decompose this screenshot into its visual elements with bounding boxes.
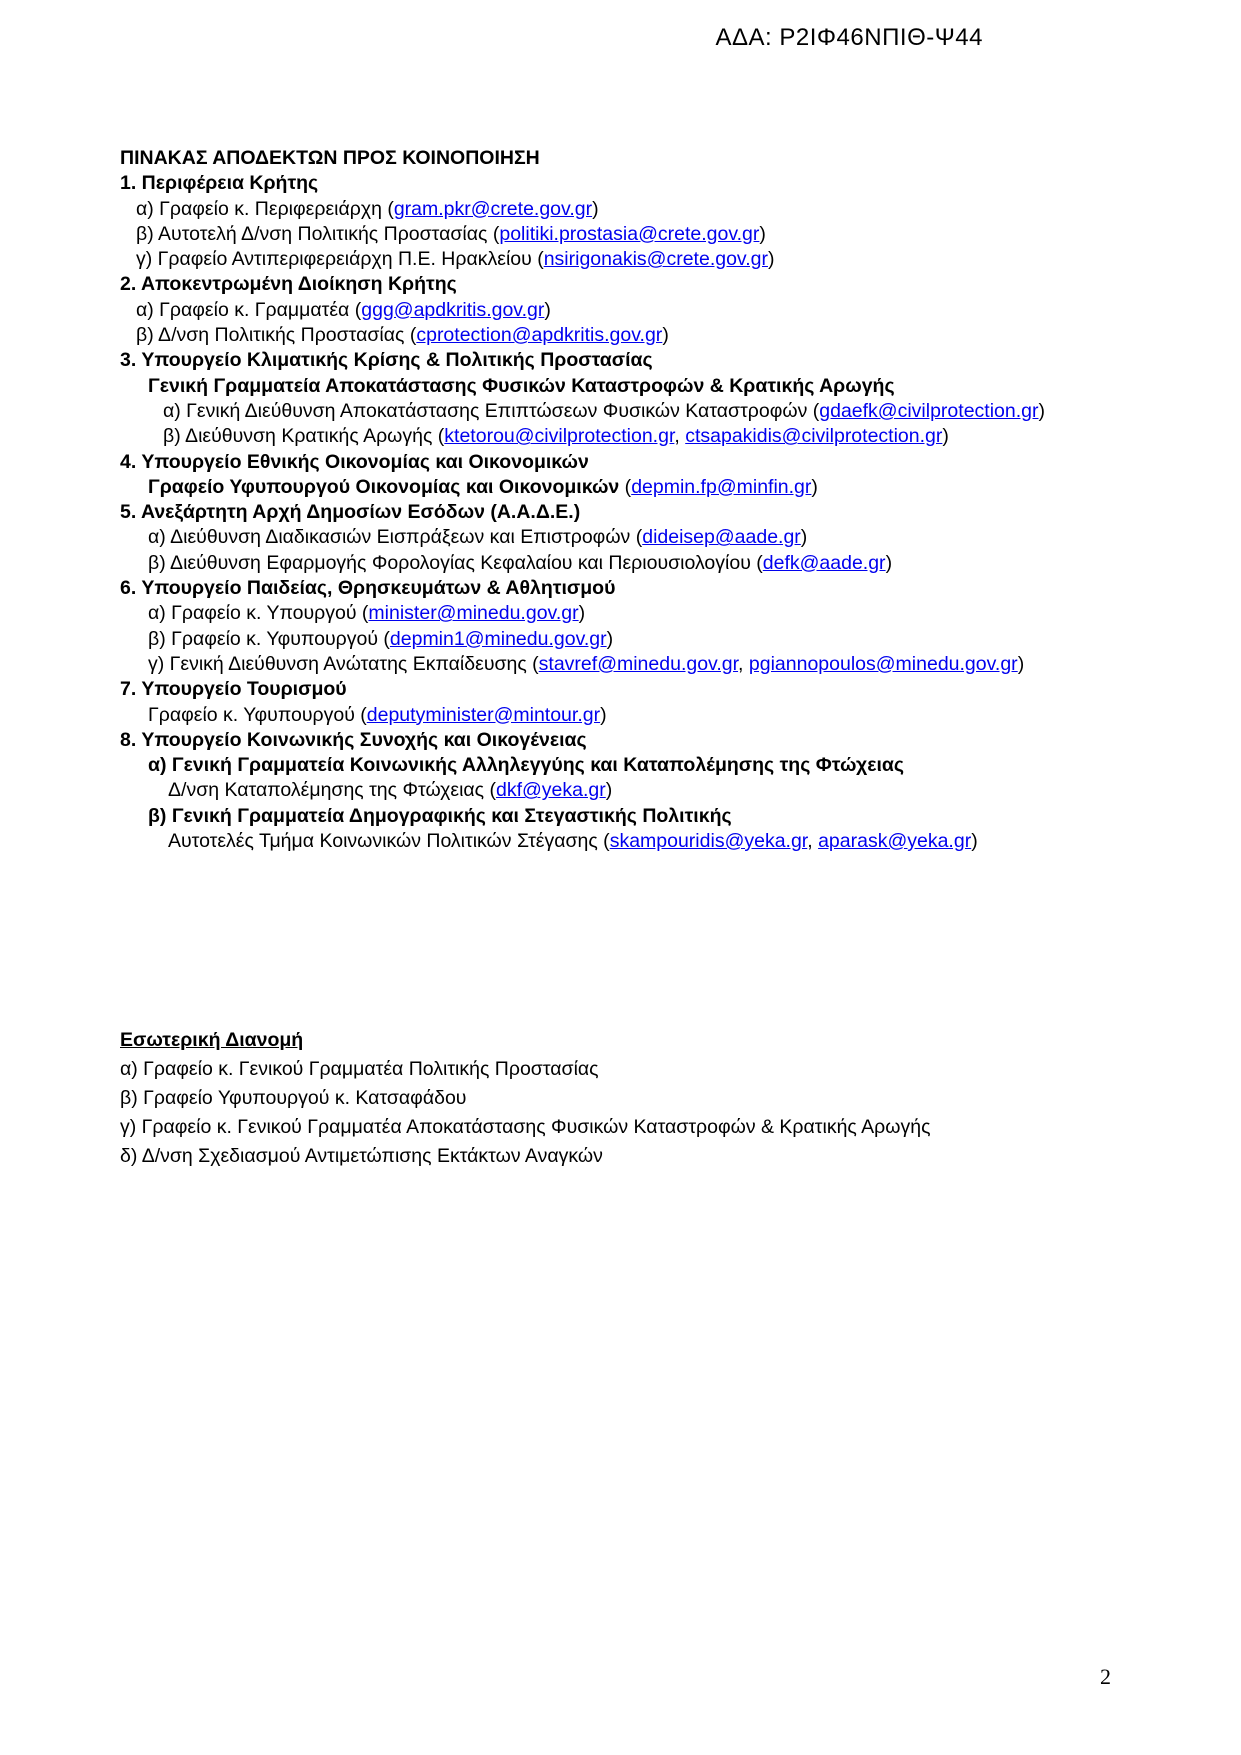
line-text: 6. Υπουργείο Παιδείας, Θρησκευμάτων & Αθλητισμού <box>120 577 616 600</box>
line-text: 2. Αποκεντρωμένη Διοίκηση Κρήτης <box>120 273 457 296</box>
distribution-line <box>120 424 1150 449</box>
line-text: 1. Περιφέρεια Κρήτης <box>120 172 319 195</box>
ada-code: ΑΔΑ: Ρ2ΙΦ46ΝΠΙΘ-Ψ44 <box>715 24 983 51</box>
distribution-line <box>120 450 1150 475</box>
line-text: ) <box>600 703 607 726</box>
line-text: Γενική Γραμματεία Αποκατάστασης Φυσικών Καταστροφών & Κρατικής Αρωγής <box>148 374 895 397</box>
distribution-line <box>120 829 1150 854</box>
distribution-line <box>120 374 1150 399</box>
line-text: β) Γραφείο Υφυπουργού κ. Κατσαφάδου <box>120 1087 467 1109</box>
line-text: ) <box>942 425 949 448</box>
email-link[interactable]: deputyminister@mintour.gr <box>366 703 601 726</box>
line-text: ) <box>885 551 893 574</box>
email-link[interactable]: dideisep@aade.gr <box>642 526 801 549</box>
email-link[interactable]: aparask@yeka.gr <box>818 830 972 853</box>
distribution-line <box>120 1142 1150 1171</box>
line-text: β) Διεύθυνση Κρατικής Αρωγής ( <box>163 425 445 448</box>
line-text: α) Γραφείο κ. Γραμματέα ( <box>136 298 362 321</box>
distribution-line <box>120 627 1150 652</box>
line-text: β) Διεύθυνση Εφαρμογής Φορολογίας Κεφαλαίου και Περιουσιολογίου ( <box>148 551 763 574</box>
distribution-line <box>120 703 1150 728</box>
distribution-line <box>120 753 1150 778</box>
line-text: β) Αυτοτελή Δ/νση Πολιτικής Προστασίας ( <box>136 222 500 245</box>
line-text: α) Γραφείο κ. Υπουργού ( <box>148 602 369 625</box>
email-link[interactable]: ctsapakidis@civilprotection.gr <box>685 425 943 448</box>
distribution-line <box>120 677 1150 702</box>
line-text: ) <box>606 627 614 650</box>
distribution-line <box>120 778 1150 803</box>
line-text: α) Γραφείο κ. Περιφερειάρχη ( <box>136 197 394 220</box>
line-text: γ) Γραφείο κ. Γενικού Γραμματέα Αποκατάστασης Φυσικών Καταστροφών & Κρατικής Αρωγής <box>120 1116 931 1138</box>
line-text: ) <box>1017 652 1025 675</box>
line-text: ) <box>767 248 775 271</box>
internal-distribution-title: Εσωτερική Διανομή <box>120 1029 304 1051</box>
email-link[interactable]: gram.pkr@crete.gov.gr <box>393 197 593 220</box>
line-text: ) <box>578 602 586 625</box>
line-text: γ) Γραφείο Αντιπεριφερειάρχη Π.Ε. Ηρακλείου ( <box>136 248 544 271</box>
email-link[interactable]: stavref@minedu.gov.gr <box>538 652 739 675</box>
distribution-lines <box>120 171 1150 854</box>
email-link[interactable]: defk@aade.gr <box>762 551 886 574</box>
distribution-line <box>120 298 1150 323</box>
line-text: ) <box>971 830 978 853</box>
page-number: 2 <box>1100 1664 1111 1689</box>
line-text: , <box>807 830 819 853</box>
distribution-line <box>120 399 1150 424</box>
distribution-line <box>120 601 1150 626</box>
line-text: ) <box>1038 399 1045 422</box>
distribution-line <box>120 500 1150 525</box>
line-text: ) <box>800 526 808 549</box>
distribution-line <box>120 475 1150 500</box>
line-text: 8. Υπουργείο Κοινωνικής Συνοχής και Οικογένειας <box>120 728 587 751</box>
distribution-line <box>120 525 1150 550</box>
distribution-line <box>120 551 1150 576</box>
distribution-line <box>120 222 1150 247</box>
line-text: ) <box>811 475 818 498</box>
line-text: ) <box>605 779 613 802</box>
line-text: α) Γραφείο κ. Γενικού Γραμματέα Πολιτικής Προστασίας <box>120 1058 599 1080</box>
line-text: α) Γενική Διεύθυνση Αποκατάστασης Επιπτώσεων Φυσικών Καταστροφών ( <box>163 399 820 422</box>
distribution-line <box>120 323 1150 348</box>
internal-distribution <box>120 1026 1150 1171</box>
line-text: γ) Γενική Διεύθυνση Ανώτατης Εκπαίδευσης ( <box>148 652 539 675</box>
internal-distribution-lines <box>120 1055 1150 1171</box>
distribution-line <box>120 247 1150 272</box>
distribution-line <box>120 652 1150 677</box>
email-link[interactable]: ggg@apdkritis.gov.gr <box>361 298 545 321</box>
line-text: 5. Ανεξάρτητη Αρχή Δημοσίων Εσόδων (Α.Α.Δ.Ε.) <box>120 501 581 524</box>
email-link[interactable]: ktetorou@civilprotection.gr <box>444 425 675 448</box>
line-text: α) Γενική Γραμματεία Κοινωνικής Αλληλεγγύης και Καταπολέμησης της Φτώχειας <box>148 754 905 777</box>
email-link[interactable]: skampouridis@yeka.gr <box>609 830 808 853</box>
distribution-line <box>120 348 1150 373</box>
email-link[interactable]: depmin.fp@minfin.gr <box>631 475 812 498</box>
distribution-line <box>120 1084 1150 1113</box>
line-text: ( <box>619 475 632 498</box>
line-text: 7. Υπουργείο Τουρισμού <box>120 678 347 701</box>
line-text: , <box>674 425 686 448</box>
line-text: β) Γενική Γραμματεία Δημογραφικής και Στεγαστικής Πολιτικής <box>148 804 732 827</box>
line-text: α) Διεύθυνση Διαδικασιών Εισπράξεων και Επιστροφών ( <box>148 526 643 549</box>
distribution-line <box>120 1113 1150 1142</box>
distribution-line <box>120 171 1150 196</box>
line-text: , <box>738 652 749 675</box>
line-text: ) <box>544 298 551 321</box>
distribution-line <box>120 272 1150 297</box>
email-link[interactable]: nsirigonakis@crete.gov.gr <box>543 248 768 271</box>
line-text: Αυτοτελές Τμήμα Κοινωνικών Πολιτικών Στέγασης ( <box>168 830 610 853</box>
line-text: β) Δ/νση Πολιτικής Προστασίας ( <box>136 324 417 347</box>
line-text: 4. Υπουργείο Εθνικής Οικονομίας και Οικονομικών <box>120 450 589 473</box>
line-text: Γραφείο κ. Υφυπουργού ( <box>148 703 367 726</box>
distribution-line <box>120 804 1150 829</box>
email-link[interactable]: pgiannopoulos@minedu.gov.gr <box>748 652 1018 675</box>
line-text: Γραφείο Υφυπουργού Οικονομίας και Οικονομικών <box>148 475 620 498</box>
distribution-line <box>120 1055 1150 1084</box>
line-text: ) <box>592 197 599 220</box>
email-link[interactable]: politiki.prostasia@crete.gov.gr <box>499 222 760 245</box>
email-link[interactable]: depmin1@minedu.gov.gr <box>389 627 607 650</box>
email-link[interactable]: dkf@yeka.gr <box>496 779 606 802</box>
email-link[interactable]: cprotection@apdkritis.gov.gr <box>416 324 663 347</box>
distribution-list <box>120 146 1150 854</box>
email-link[interactable]: gdaefk@civilprotection.gr <box>819 399 1039 422</box>
distribution-title: ΠΙΝΑΚΑΣ ΑΠΟΔΕΚΤΩΝ ΠΡΟΣ ΚΟΙΝΟΠΟΙΗΣΗ <box>120 147 540 169</box>
line-text: β) Γραφείο κ. Υφυπουργού ( <box>148 627 390 650</box>
distribution-line <box>120 728 1150 753</box>
line-text: δ) Δ/νση Σχεδιασμού Αντιμετώπισης Εκτάκτων Αναγκών <box>120 1145 603 1167</box>
email-link[interactable]: minister@minedu.gov.gr <box>368 602 579 625</box>
line-text: ) <box>759 222 766 245</box>
line-text: 3. Υπουργείο Κλιματικής Κρίσης & Πολιτικής Προστασίας <box>120 349 653 372</box>
distribution-line <box>120 197 1150 222</box>
line-text: ) <box>662 324 669 347</box>
line-text: Δ/νση Καταπολέμησης της Φτώχειας ( <box>168 779 496 802</box>
distribution-line <box>120 576 1150 601</box>
